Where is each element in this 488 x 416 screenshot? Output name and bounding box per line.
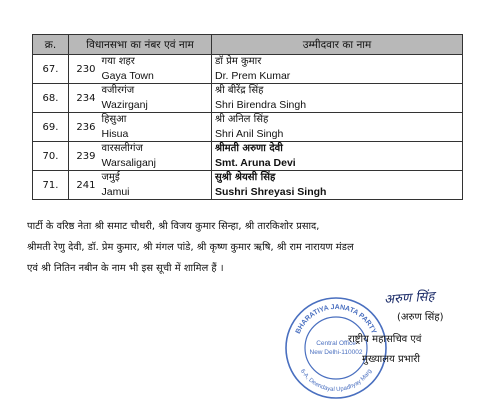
constituency-number: 234	[69, 84, 99, 113]
candidate-name-english: Shri Birendra Singh	[215, 99, 307, 111]
constituency-name-hindi: जमुई	[101, 172, 120, 183]
header-sno: क्र.	[33, 35, 69, 55]
designation-line1: राष्ट्रीय महासचिव एवं	[348, 334, 422, 345]
candidate-name-hindi: श्री बीरेंद्र सिंह	[215, 85, 264, 96]
constituency-number: 236	[69, 113, 99, 142]
candidate-name-english: Sushri Shreyasi Singh	[215, 186, 327, 198]
candidate-name-english: Shri Anil Singh	[215, 128, 284, 140]
constituency-number: 230	[69, 55, 99, 84]
constituency-name-hindi: गया शहर	[101, 56, 135, 67]
table-header	[33, 35, 463, 55]
note-paragraph	[27, 216, 467, 279]
candidate-name-english: Dr. Prem Kumar	[215, 70, 291, 82]
candidate-table	[32, 34, 463, 200]
constituency-name-hindi: हिसुआ	[101, 114, 127, 125]
constituency-name-english: Hisua	[101, 128, 129, 140]
candidate-name-hindi: श्रीमती अरुणा देवी	[215, 143, 283, 154]
constituency-name-hindi: वजीरगंज	[101, 85, 135, 96]
svg-text:6-A, Deendayal Upadhyay Marg	[299, 368, 373, 393]
stamp-center-line2: New Delhi-110002	[309, 349, 363, 356]
constituency-name-english: Wazirganj	[101, 99, 148, 111]
constituency-name	[99, 113, 212, 142]
note-line: श्रीमती रेणु देवी, डॉ. प्रेम कुमार, श्री मंगल पांडे, श्री कृष्ण कुमार ऋषि, श्री राम नारायण मंडल	[27, 242, 354, 253]
row-sno: 70.	[33, 142, 69, 171]
stamp-top-text: BHARATIYA JANATA PARTY	[294, 303, 378, 336]
signatory-name: (अरुण सिंह)	[397, 312, 444, 323]
candidate-name-english: Smt. Aruna Devi	[215, 157, 296, 169]
constituency-name	[99, 171, 212, 200]
table-row	[33, 142, 463, 171]
row-sno: 68.	[33, 84, 69, 113]
table-row	[33, 84, 463, 113]
candidate-name	[212, 113, 463, 142]
table-row	[33, 113, 463, 142]
note-line: एवं श्री नितिन नबीन के नाम भी इस सूची में शामिल हैं ।	[27, 263, 224, 274]
handwritten-signature: अरुण सिंह	[383, 289, 435, 308]
constituency-name-english: Warsaliganj	[101, 157, 156, 169]
constituency-number: 241	[69, 171, 99, 200]
note-line: पार्टी के वरिष्ठ नेता श्री समाट चौधरी, श्री विजय कुमार सिन्हा, श्री तारकिशोर प्रसाद,	[27, 221, 320, 232]
header-candidate: उम्मीदवार का नाम	[212, 35, 463, 55]
constituency-name-english: Jamui	[101, 186, 130, 198]
row-sno: 69.	[33, 113, 69, 142]
stamp-center-line1: Central Office	[316, 340, 356, 347]
party-stamp-icon	[283, 295, 389, 401]
constituency-name-hindi: वारसलीगंज	[101, 143, 143, 154]
candidate-name	[212, 171, 463, 200]
constituency-name	[99, 55, 212, 84]
header-constituency: विधानसभा का नंबर एवं नाम	[69, 35, 212, 55]
row-sno: 67.	[33, 55, 69, 84]
table-row	[33, 171, 463, 200]
stamp-bottom-text: 6-A, Deendayal Upadhyay Marg	[298, 368, 374, 394]
candidate-name-hindi: सुश्री श्रेयसी सिंह	[215, 172, 276, 183]
candidate-name	[212, 84, 463, 113]
constituency-name	[99, 84, 212, 113]
table-row	[33, 55, 463, 84]
constituency-name	[99, 142, 212, 171]
candidate-name	[212, 55, 463, 84]
constituency-name-english: Gaya Town	[101, 70, 154, 82]
candidate-name	[212, 142, 463, 171]
designation-line2: मुख्यालय प्रभारी	[362, 354, 420, 365]
row-sno: 71.	[33, 171, 69, 200]
constituency-number: 239	[69, 142, 99, 171]
candidate-name-hindi: श्री अनिल सिंह	[215, 114, 269, 125]
candidate-name-hindi: डॉ प्रेम कुमार	[215, 56, 262, 67]
